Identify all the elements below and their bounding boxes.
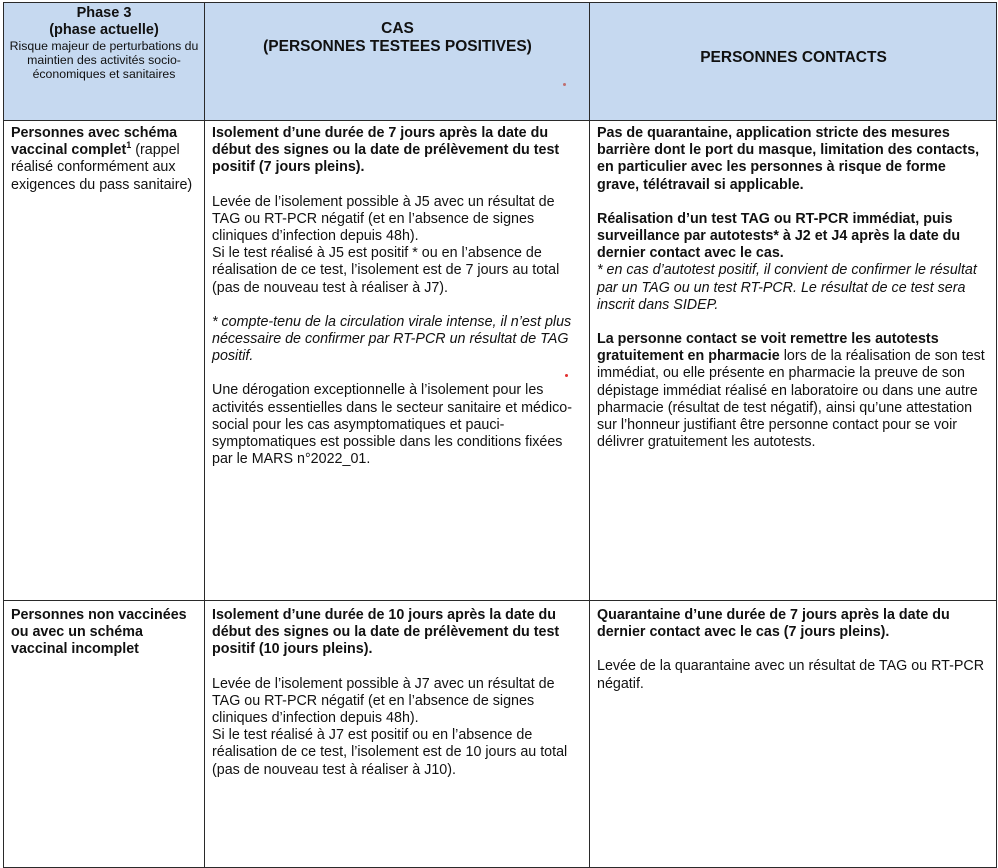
cas-heading: CAS [381,20,414,37]
footnote-marker: 1 [126,140,132,151]
contacts-autotests-rest: lors de la réalisation de son test immédiat, ou elle présente en pharmacie la preuve de son dépistage immédiat réalisé en laboratoire ou dans une autre pharmacie (résultat de test négatif), ainsi qu’une attestation sur l’honneur justifiant être personne contact pour se voir délivrer gratuitement les autotests. [597,348,985,451]
label-rest: (rappel réalisé conformément aux exigences du pass sanitaire) [11,142,193,193]
table-row [4,121,997,601]
contacts-paragraph: Levée de la quarantaine avec un résultat de TAG ou RT-PCR négatif. [597,658,985,692]
row-label-vaccinated [4,121,205,601]
cas-footnote: * compte-tenu de la circulation virale intense, il n’est plus nécessaire de confirmer par RT-PCR un résultat de TAG positif. [212,313,572,365]
header-phase-cell [4,3,205,121]
row-label-unvaccinated [4,601,205,868]
cas-paragraph: Levée de l’isolement possible à J7 avec un résultat de TAG ou RT-PCR négatif (et en l’absence de signes cliniques d’infection depuis 48h). [212,675,555,727]
contacts-testing: Réalisation d’un test TAG ou RT-PCR immédiat, puis surveillance par autotests* à J2 et J4 après la date du dernier contact avec le cas. [597,210,961,262]
table-row [4,601,997,868]
header-cas-cell [205,3,590,121]
phase-current: (phase actuelle) [49,22,159,38]
label-bold: Personnes avec schéma vaccinal complet [11,125,178,159]
contacts-heading: PERSONNES CONTACTS [700,49,887,66]
cas-paragraph: Levée de l’isolement possible à J5 avec un résultat de TAG ou RT-PCR négatif (et en l’absence de signes cliniques d’infection depuis 48h). [212,193,555,245]
label-bold: Personnes non vaccinées ou avec un schéma vaccinal incomplet [11,607,187,658]
contacts-footnote: * en cas d’autotest positif, il convient de confirmer le résultat par un TAG ou un test RT-PCR. Le résultat de ce test sera inscrit dans SIDEP. [597,262,977,313]
stray-mark [565,374,568,377]
header-row [4,3,997,121]
header-contacts-cell [590,3,997,121]
phase-subtitle: Risque majeur de perturbations du maintien des activités socio-économiques et sanitaires [9,39,199,81]
phase-title: Phase 3 [76,5,132,21]
contacts-cell-vaccinated [590,121,997,601]
stray-mark [563,83,566,86]
cas-intro: Isolement d’une durée de 10 jours après la date du début des signes ou la date de prélèvement du test positif (10 jours pleins). [212,607,560,658]
contacts-intro: Pas de quarantaine, application stricte des mesures barrière dont le port du masque, limitation des contacts, en particulier avec les personnes à risque de forme grave, télétravail si applicable. [597,125,980,193]
cas-intro: Isolement d’une durée de 7 jours après la date du début des signes ou la date de prélèvement du test positif (7 jours pleins). [212,125,560,176]
cas-paragraph: Si le test réalisé à J5 est positif * ou en l’absence de réalisation de ce test, l’isolement est de 7 jours au total (pas de nouveau test à réaliser à J7). [212,245,560,296]
contacts-autotests-bold: La personne contact se voit remettre les autotests gratuitement en pharmacie [597,331,939,365]
contacts-cell-unvaccinated [590,601,997,868]
cas-paragraph: Si le test réalisé à J7 est positif ou en l’absence de réalisation de ce test, l’isolement est de 10 jours au total (pas de nouveau test à réaliser à J10). [212,727,568,778]
isolation-rules-table [3,2,997,868]
cas-cell-unvaccinated [205,601,590,868]
contacts-intro: Quarantaine d’une durée de 7 jours après la date du dernier contact avec le cas (7 jours pleins). [597,607,950,641]
cas-subheading: (PERSONNES TESTEES POSITIVES) [263,38,532,55]
cas-cell-vaccinated [205,121,590,601]
cas-paragraph: Une dérogation exceptionnelle à l’isolement pour les activités essentielles dans le secteur sanitaire et médico-social pour les cas asymptomatiques et pauci-symptomatiques est possible dans les conditions fixées par le MARS n°2022_01. [212,382,572,468]
